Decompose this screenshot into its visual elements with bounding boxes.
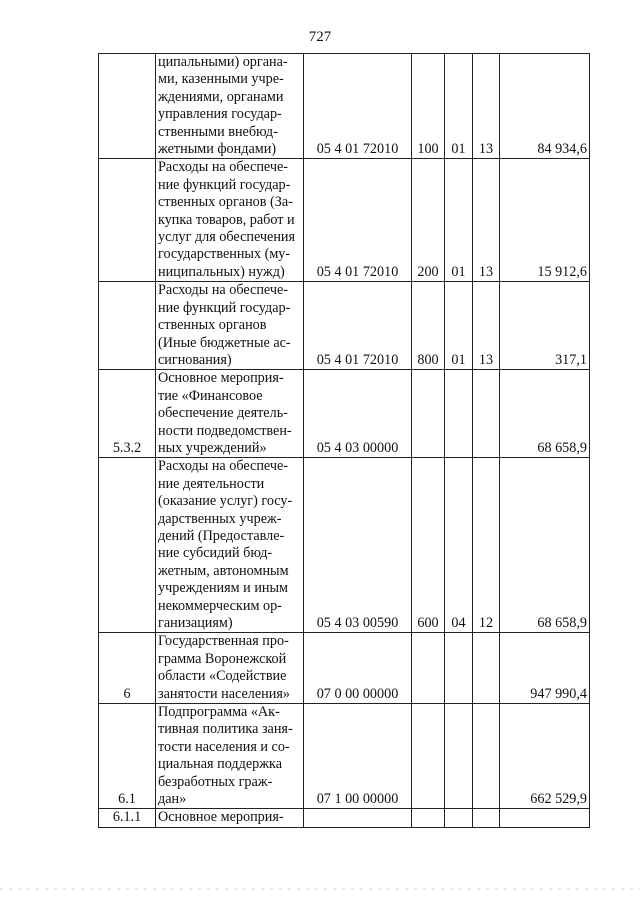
row-name-cell: [156, 633, 304, 704]
amount-cell: 662 529,9: [500, 704, 590, 809]
row-name-line: занятости населения»: [158, 685, 290, 702]
row-name-line: учреждениям и иным: [158, 580, 289, 597]
row-number-cell: 6.1.1: [99, 809, 156, 827]
row-name-line: ниципальных) нужд): [158, 263, 285, 280]
expense-type-cell: 100: [412, 54, 445, 159]
amount-cell: 15 912,6: [500, 159, 590, 282]
amount-cell: 68 658,9: [500, 370, 590, 458]
scan-artifact: [0, 888, 640, 890]
row-name-line: ганизациям): [158, 615, 233, 631]
row-name-cell: [156, 458, 304, 633]
row-name-line: ние субсидий бюд-: [158, 545, 273, 562]
row-name-line: Расходы на обеспече-: [158, 458, 289, 475]
section-cell: 04: [445, 458, 473, 633]
row-name-line: ственных органов (За-: [158, 194, 293, 211]
row-name-cell: [156, 809, 304, 827]
row-name-cell: [156, 159, 304, 282]
target-article-cell: 05 4 01 72010: [304, 54, 412, 159]
page-number: 727: [308, 29, 332, 45]
row-name-line: ственными внебюд-: [158, 123, 278, 140]
subsection-cell: [473, 633, 500, 704]
amount-cell: 84 934,6: [500, 54, 590, 159]
section-cell: [445, 809, 473, 827]
target-article-cell: 05 4 03 00590: [304, 458, 412, 633]
table-row: [99, 704, 590, 809]
subsection-cell: [473, 809, 500, 827]
subsection-cell: 13: [473, 54, 500, 159]
table-row: [99, 458, 590, 633]
amount-cell: 947 990,4: [500, 633, 590, 704]
row-number-cell: [99, 282, 156, 370]
expense-type-cell: [412, 809, 445, 827]
row-name-line: тивная политика заня-: [158, 721, 293, 738]
row-name-line: Расходы на обеспече-: [158, 282, 289, 299]
row-name-line: Расходы на обеспече-: [158, 159, 289, 176]
row-name-line: безработных граж-: [158, 773, 273, 790]
expense-type-cell: [412, 370, 445, 458]
row-name-line: сигнования): [158, 351, 232, 368]
row-name-cell: [156, 370, 304, 458]
row-name-line: ственных органов: [158, 317, 267, 334]
section-cell: [445, 704, 473, 809]
target-article-cell: 07 0 00 00000: [304, 633, 412, 704]
row-number-cell: 6: [99, 633, 156, 704]
target-article-cell: 05 4 01 72010: [304, 159, 412, 282]
row-name-line: купка товаров, работ и: [158, 211, 295, 228]
row-name-line: государственных (му-: [158, 246, 291, 263]
row-name-line: области «Содействие: [158, 668, 287, 685]
target-article-cell: 05 4 03 00000: [304, 370, 412, 458]
row-name-line: тости населения и со-: [158, 738, 290, 755]
target-article-cell: 07 1 00 00000: [304, 704, 412, 809]
row-name-line: (Иные бюджетные ас-: [158, 334, 291, 351]
table-row: [99, 633, 590, 704]
row-name-line: ных учреждений»: [158, 439, 267, 456]
section-cell: [445, 370, 473, 458]
row-name-cell: [156, 282, 304, 370]
row-name-line: ности подведомствен-: [158, 422, 292, 439]
row-name-line: Основное мероприя-: [158, 370, 284, 387]
row-name-line: услуг для обеспечения: [158, 229, 296, 246]
row-name-line: (оказание услуг) госу-: [158, 493, 293, 510]
expense-type-cell: 800: [412, 282, 445, 370]
row-name-line: циальная поддержка: [158, 756, 283, 773]
target-article-cell: 05 4 01 72010: [304, 282, 412, 370]
row-name-line: Основное мероприя-: [158, 809, 284, 826]
expense-type-cell: 200: [412, 159, 445, 282]
table-body: [99, 54, 590, 828]
row-name-line: управления государ-: [158, 106, 282, 123]
amount-cell: [500, 809, 590, 827]
row-name-line: ми, казенными учре-: [158, 71, 284, 88]
subsection-cell: 13: [473, 282, 500, 370]
row-name-line: ние функций государ-: [158, 176, 291, 193]
row-name-line: тие «Финансовое: [158, 387, 263, 404]
table-row: [99, 370, 590, 458]
table-row: [99, 54, 590, 159]
expense-type-cell: [412, 633, 445, 704]
target-article-cell: [304, 809, 412, 827]
amount-cell: 68 658,9: [500, 458, 590, 633]
subsection-cell: [473, 370, 500, 458]
subsection-cell: [473, 704, 500, 809]
row-name-line: грамма Воронежской: [158, 650, 287, 667]
section-cell: 01: [445, 159, 473, 282]
section-cell: 01: [445, 54, 473, 159]
row-number-cell: 5.3.2: [99, 370, 156, 458]
row-name-line: жетными фондами): [158, 141, 277, 158]
row-name-cell: [156, 54, 304, 159]
row-name-line: Подпрограмма «Ак-: [158, 704, 280, 721]
row-name-line: дений (Предоставле-: [158, 527, 285, 544]
row-number-cell: [99, 458, 156, 633]
subsection-cell: 13: [473, 159, 500, 282]
table-row: [99, 282, 590, 370]
expense-type-cell: [412, 704, 445, 809]
row-name-line: жетным, автономным: [158, 562, 289, 579]
row-name-line: ние деятельности: [158, 475, 265, 492]
row-number-cell: [99, 54, 156, 159]
row-name-line: ждениями, органами: [158, 88, 284, 105]
table-row: [99, 809, 590, 827]
section-cell: 01: [445, 282, 473, 370]
section-cell: [445, 633, 473, 704]
amount-cell: 317,1: [500, 282, 590, 370]
row-name-line: дарственных учреж-: [158, 510, 282, 527]
row-name-line: ципальными) органа-: [158, 54, 288, 70]
row-name-line: ние функций государ-: [158, 299, 291, 316]
row-number-cell: [99, 159, 156, 282]
row-name-line: Государственная про-: [158, 633, 289, 650]
subsection-cell: 12: [473, 458, 500, 633]
row-name-line: некоммерческим ор-: [158, 597, 282, 614]
row-name-line: обеспечение деятель-: [158, 405, 288, 422]
budget-table: [98, 53, 590, 828]
row-number-cell: 6.1: [99, 704, 156, 809]
table-row: [99, 159, 590, 282]
row-name-line: дан»: [158, 791, 187, 808]
expense-type-cell: 600: [412, 458, 445, 633]
row-name-cell: [156, 704, 304, 809]
